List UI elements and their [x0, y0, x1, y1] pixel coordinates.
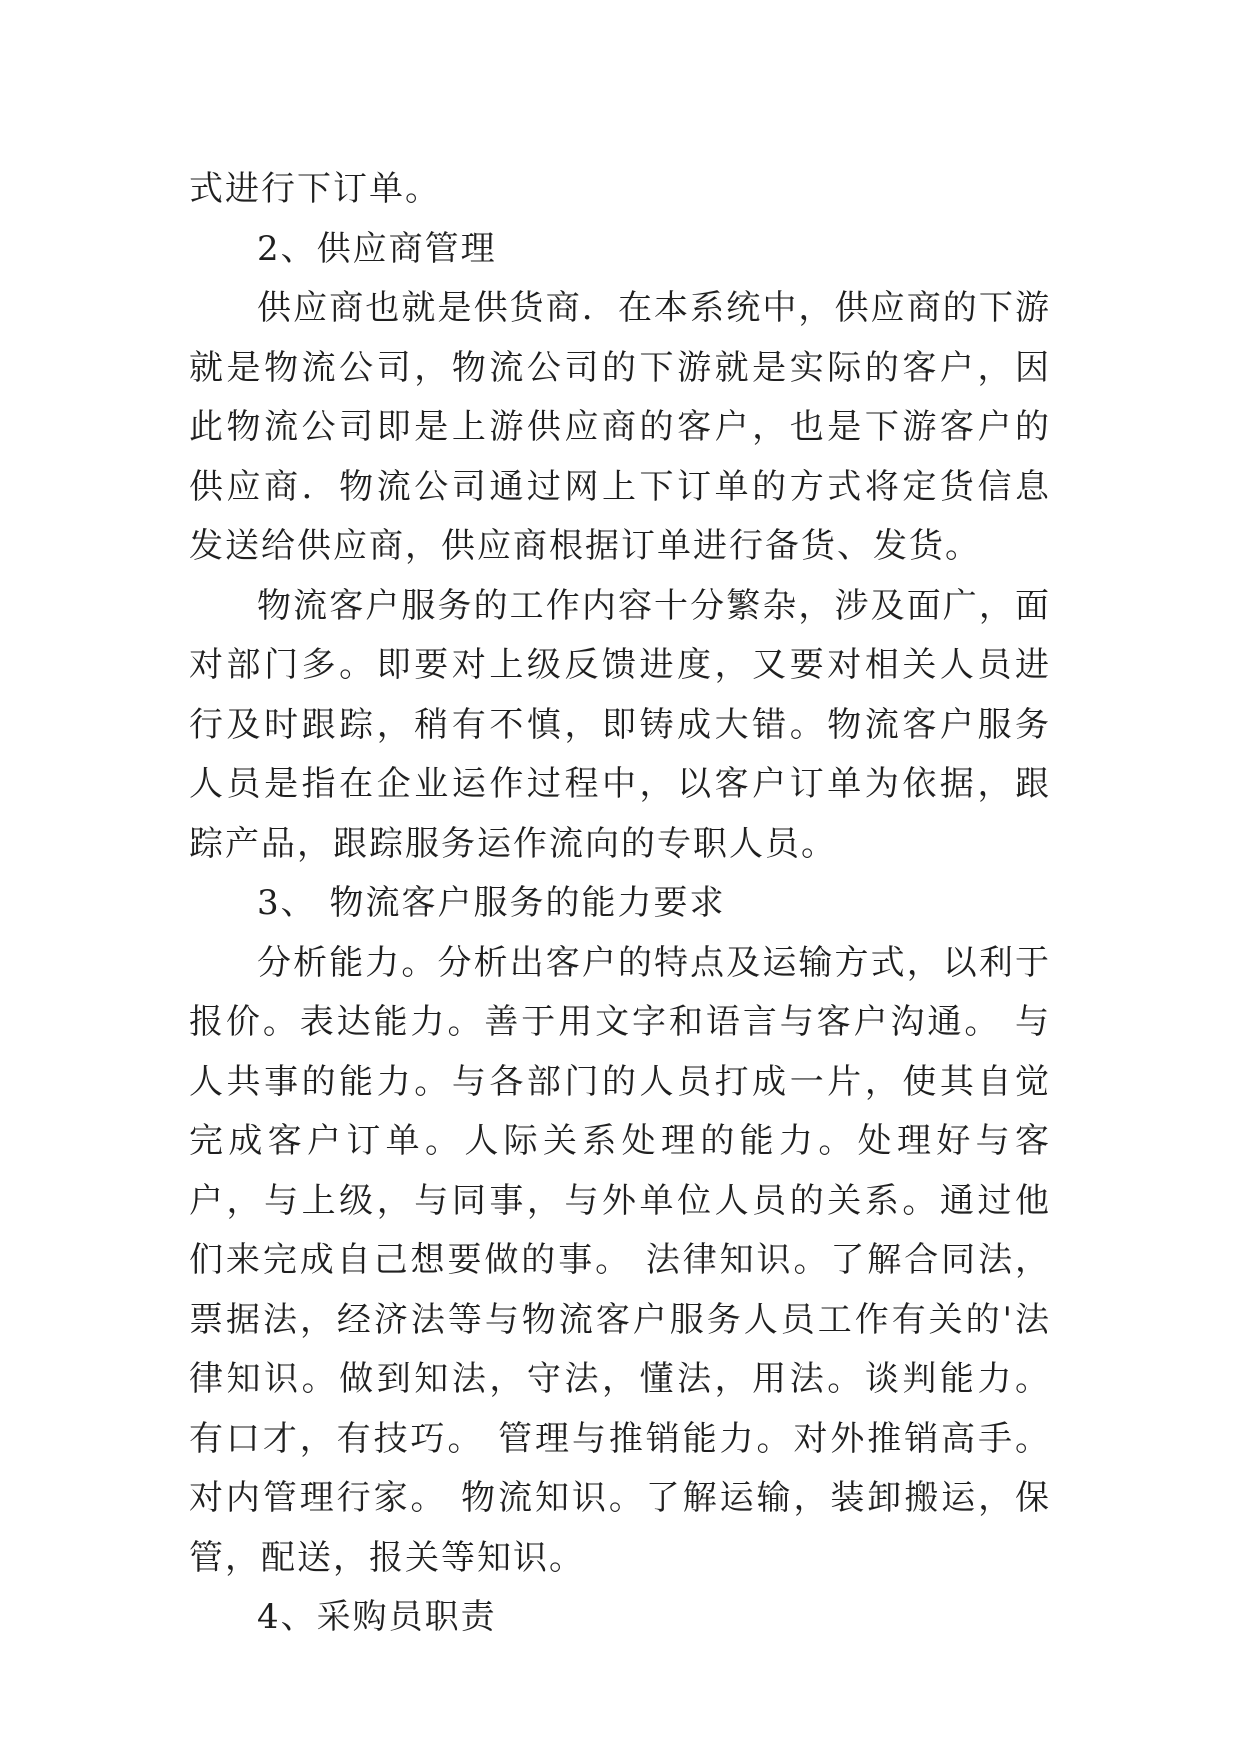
paragraph-supplier-definition: 供应商也就是供货商．在本系统中，供应商的下游就是物流公司，物流公司的下游就是实际的客户，因此物流公司即是上游供应商的客户，也是下游客户的供应商．物流公司通过网上下订单的方式将定货信息发送给供应商，供应商根据订单进行备货、发货。: [189, 288, 1051, 566]
paragraph-customer-service-work: 物流客户服务的工作内容十分繁杂，涉及面广，面对部门多。即要对上级反馈进度，又要对相关人员进行及时跟踪，稍有不慎，即铸成大错。物流客户服务人员是指在企业运作过程中，以客户订单为依据，跟踪产品，跟踪服务运作流向的专职人员。: [189, 585, 1051, 864]
section-heading-supplier-management: 2、供应商管理: [257, 228, 497, 269]
paragraph-continued: 式进行下订单。: [189, 169, 441, 209]
section-heading-ability-requirements: 3、 物流客户服务的能力要求: [257, 883, 726, 923]
paragraph-ability-list: 分析能力。分析出客户的特点及运输方式，以利于报价。表达能力。善于用文字和语言与客户沟通。 与人共事的能力。与各部门的人员打成一片，使其自觉完成客户订单。人际关系处理的能力。处理好与客户，与上级，与同事，与外单位人员的关系。通过他们来完成自己想要做的事。 法律知识。了解合同法，票据法，经济法等与物流客户服务人员工作有关的'法律知识。做到知法，守法，懂法，用法。谈判能力。有口才，有技巧。 管理与推销能力。对外推销高手。对内管理行家。 物流知识。了解运输，装卸搬运，保管，配送，报关等知识。: [189, 942, 1051, 1578]
section-heading-purchaser-duties: 4、采购员职责: [257, 1597, 497, 1637]
document-body: [189, 160, 1051, 1648]
